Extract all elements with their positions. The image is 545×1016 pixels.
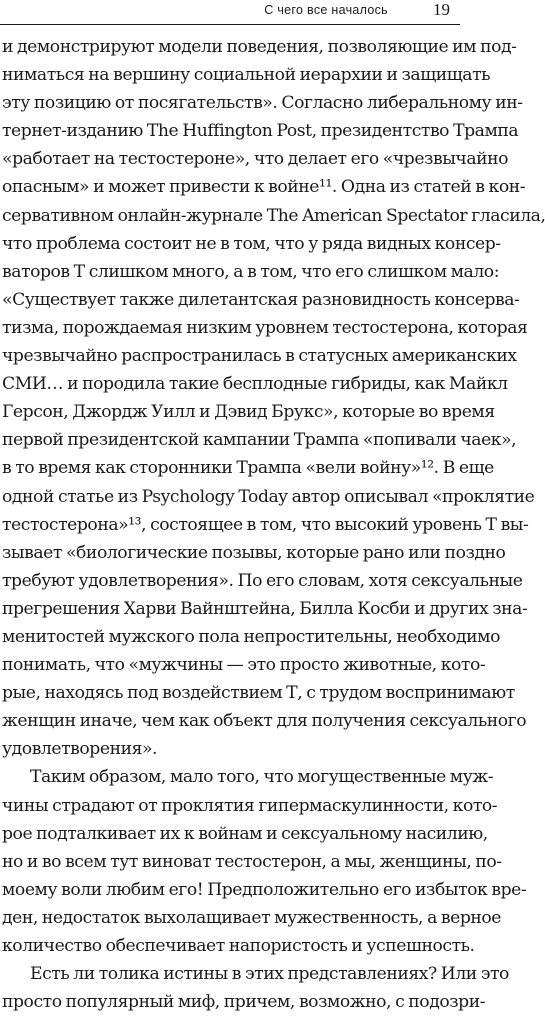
text-line: рое подталкивает их к войнам и сексуальному насилию, bbox=[2, 823, 488, 844]
text-line: ден, недостаток выхолащивает мужественность, а верное bbox=[2, 907, 502, 928]
header-rule bbox=[0, 24, 460, 25]
text-line: СМИ… и породила такие бесплодные гибриды, как Майкл bbox=[2, 374, 508, 395]
text-line: но и во всем тут виноват тестостерон, а мы, женщины, по- bbox=[2, 851, 502, 872]
text-line: прегрешения Харви Вайнштейна, Билла Косби и других зна- bbox=[2, 598, 528, 619]
text-line: рые, находясь под воздействием Т, с трудом воспринимают bbox=[2, 683, 515, 704]
text-line: зывает «биологические позывы, которые рано или поздно bbox=[2, 542, 506, 563]
text-line: первой президентской кампании Трампа «попивали чаек», bbox=[2, 430, 517, 451]
text-line: сервативном онлайн-журнале The American Spectator гласила, bbox=[2, 205, 545, 226]
text-line: Таким образом, мало того, что могущественные муж- bbox=[30, 767, 494, 788]
text-line: менитостей мужского пола непростительны, необходимо bbox=[2, 626, 500, 647]
text-line: тизма, порождаемая низким уровнем тестостерона, которая bbox=[2, 317, 528, 338]
text-line: чины страдают от проклятия гипермаскулинности, кото- bbox=[2, 795, 498, 816]
text-line: одной статье из Psychology Today автор описывал «проклятие bbox=[2, 486, 535, 507]
body-text bbox=[2, 33, 545, 1016]
text-line: «Существует также дилетантская разновидность консерва- bbox=[2, 289, 520, 310]
text-line: количество обеспечивает напористость и успешность. bbox=[2, 936, 475, 956]
text-line: тернет-изданию The Huffington Post, президентство Трампа bbox=[2, 121, 519, 142]
text-line: тестостерона»¹³, состоящее в том, что высокий уровень Т вы- bbox=[2, 514, 529, 535]
text-line: и демонстрируют модели поведения, позволяющие им под- bbox=[2, 37, 517, 57]
text-line: Герсон, Джордж Уилл и Дэвид Брукс», которые во время bbox=[2, 402, 495, 423]
text-line: ниматься на вершину социальной иерархии и защищать bbox=[2, 65, 491, 86]
text-line: Есть ли толика истины в этих представлениях? Или это bbox=[30, 964, 509, 985]
text-line: понимать, что «мужчины — это просто животные, кото- bbox=[2, 655, 486, 676]
text-line: требуют удовлетворения». По его словам, хотя сексуальные bbox=[2, 570, 523, 591]
text-line: удовлетворения». bbox=[2, 739, 158, 760]
text-line: ваторов Т слишком много, а в том, что его слишком мало: bbox=[2, 261, 500, 282]
text-line: в то время как сторонники Трампа «вели войну»¹². В еще bbox=[2, 458, 494, 479]
text-line: «работает на тестостероне», что делает его «чрезвычайно bbox=[2, 149, 509, 170]
text-line: опасным» и может привести к войне¹¹. Одна из статей в кон- bbox=[2, 177, 526, 198]
running-head: С чего все началось bbox=[264, 3, 388, 17]
text-line: просто популярный миф, причем, возможно, с подозри- bbox=[2, 992, 486, 1013]
page-header bbox=[0, 0, 460, 30]
page-number: 19 bbox=[433, 0, 450, 19]
text-line: женщин иначе, чем как объект для получения сексуального bbox=[2, 711, 527, 732]
text-line: чрезвычайно распространилась в статусных американских bbox=[2, 346, 517, 367]
text-line: моему воли любим его! Предположительно его избыток вре- bbox=[2, 879, 527, 900]
text-line: что проблема состоит не в том, что у ряда видных консер- bbox=[2, 233, 501, 254]
text-line: эту позицию от посягательств». Согласно либеральному ин- bbox=[2, 93, 523, 114]
